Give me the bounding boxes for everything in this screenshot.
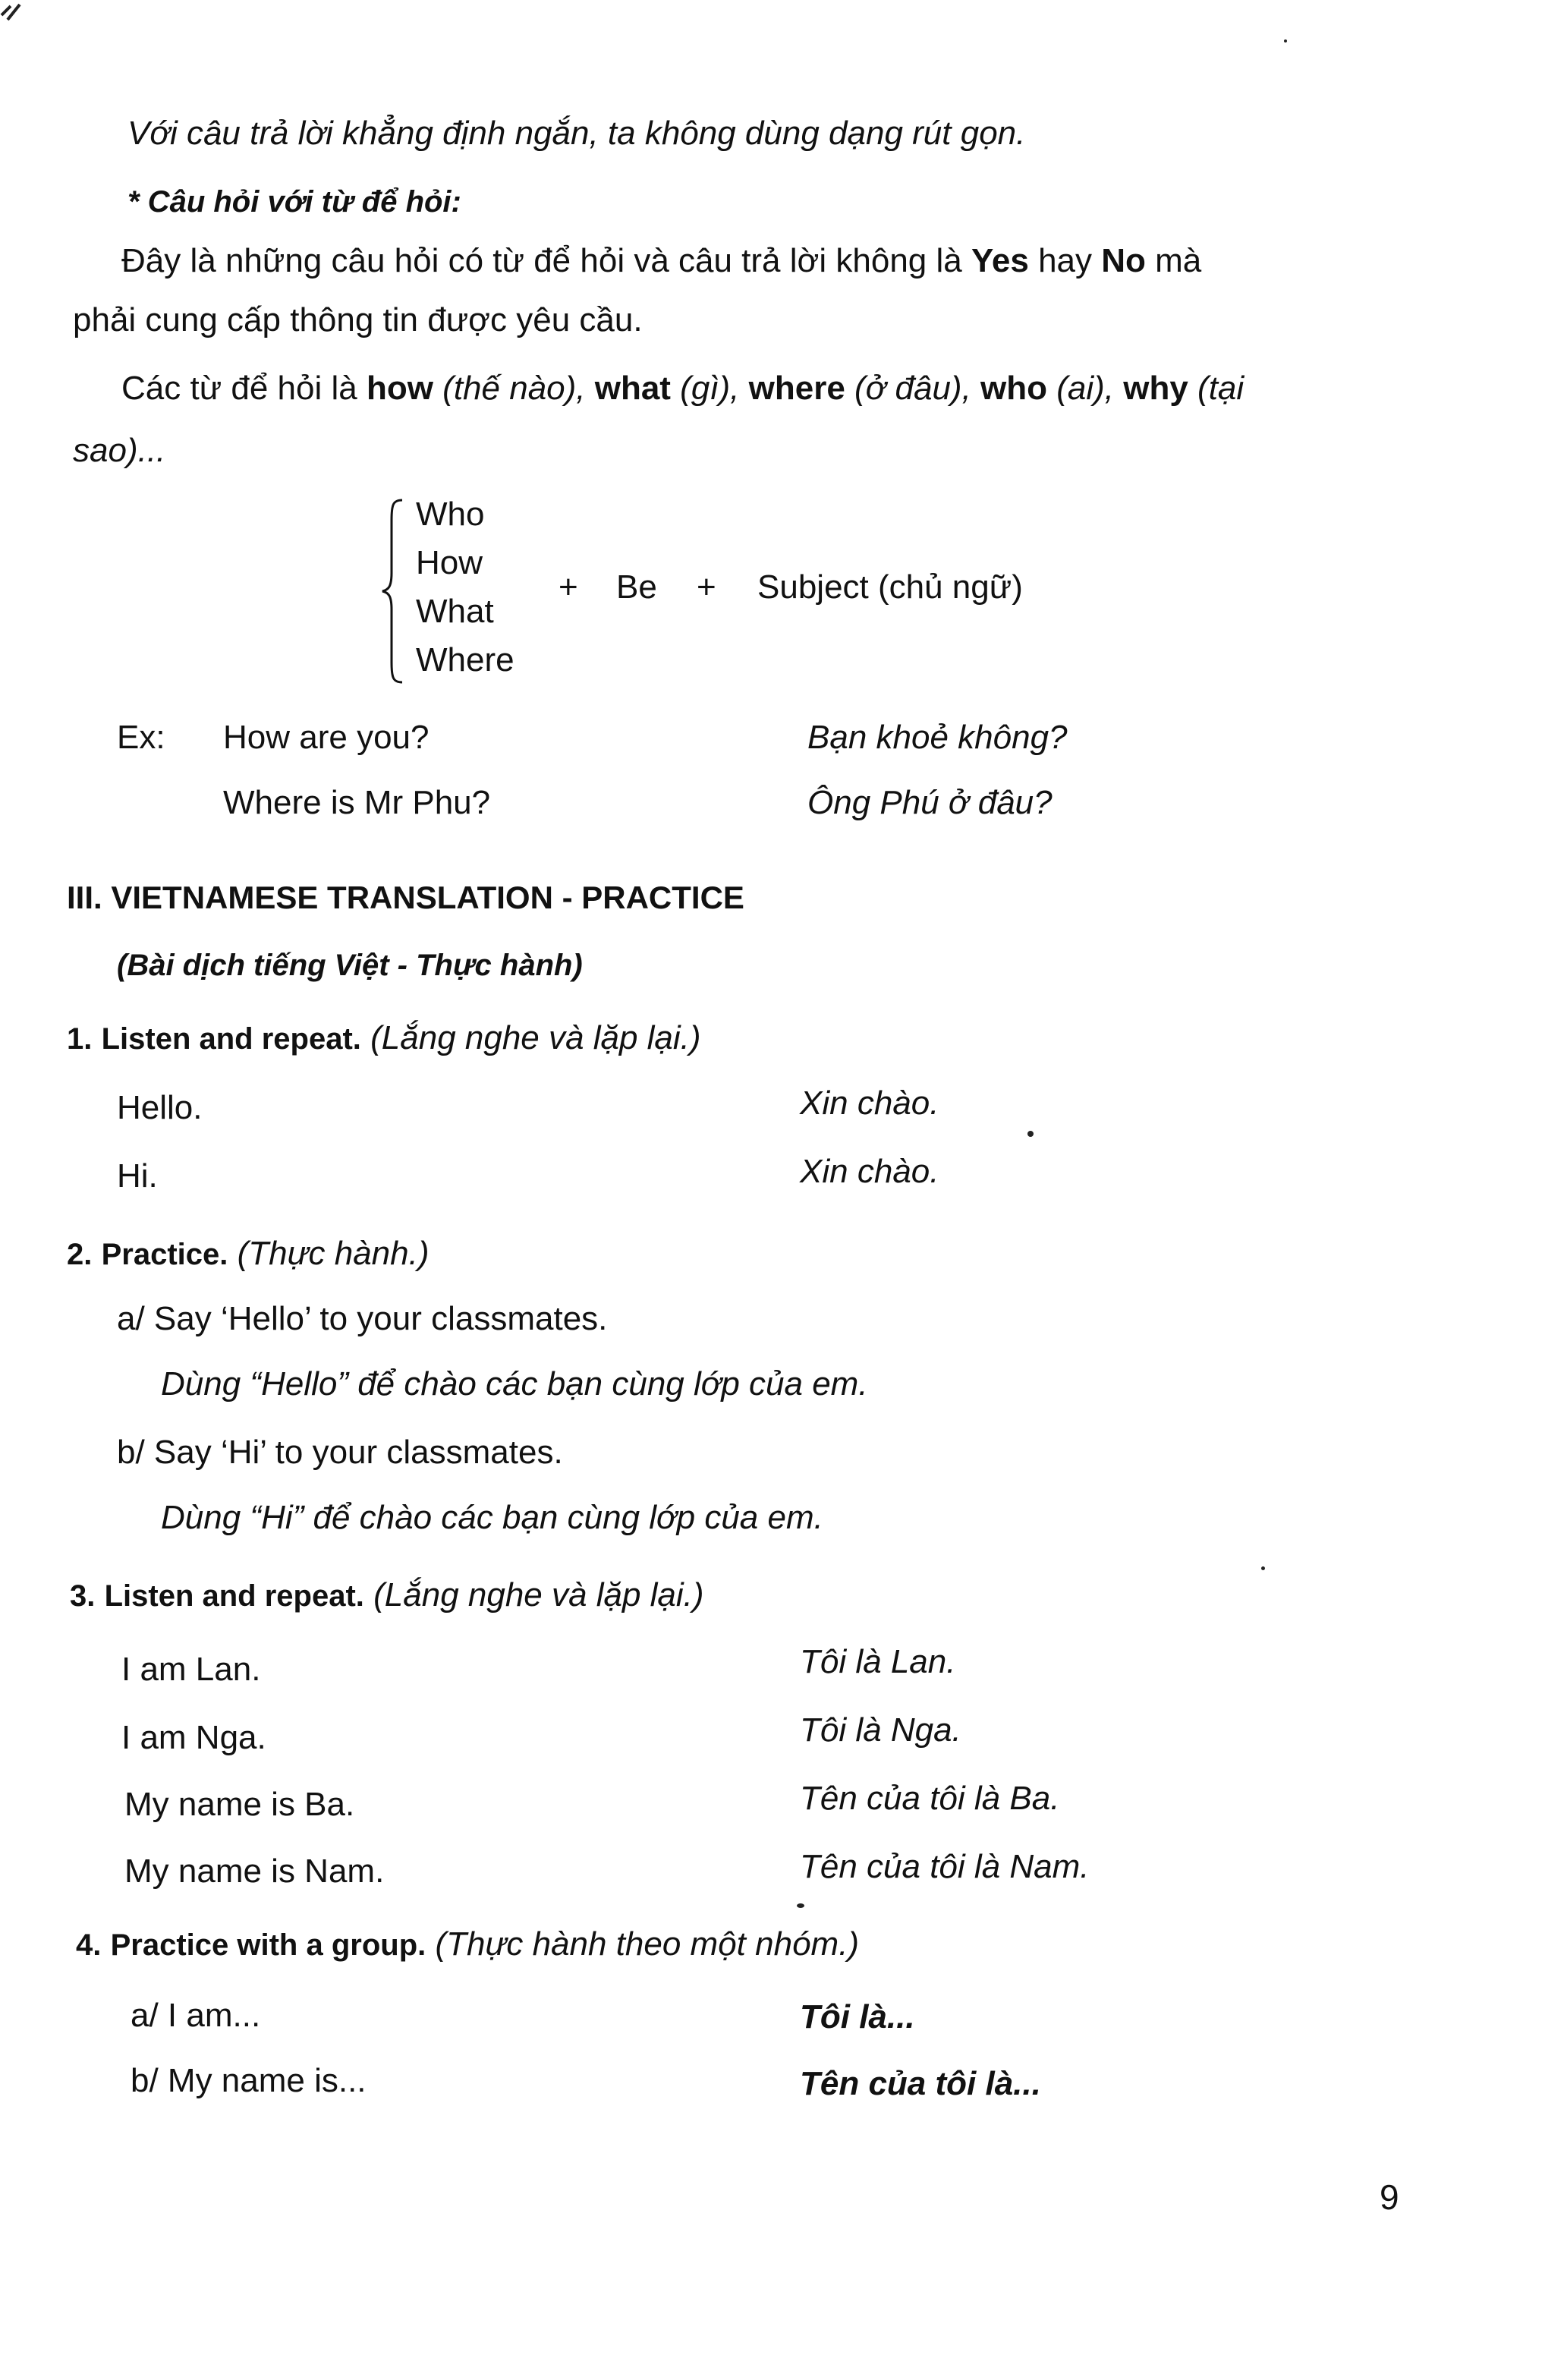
exercise-en: b/ Say ‘Hi’ to your classmates. [117,1434,563,1471]
item-gloss: (Thực hành theo một nhóm.) [426,1925,860,1963]
section-heading: III. VIETNAMESE TRANSLATION - PRACTICE [67,880,744,915]
formula-word: What [416,593,494,630]
phrase-vi: Tôi là... [800,1998,915,2035]
item-number: 4. [76,1928,102,1962]
formula-subject: Subject (chủ ngữ) [757,568,1023,606]
item-gloss: (Lắng nghe và lặp lại.) [363,1576,704,1613]
item-4-title [76,1925,859,1965]
formula-word: How [416,544,483,581]
formula-be: Be [616,568,657,606]
example-vi: Bạn khoẻ không? [807,719,1068,756]
phrase-vi: Tôi là Lan. [800,1643,956,1680]
qword-gloss: (gì), [670,370,749,407]
phrase-en: I am Lan. [121,1651,261,1688]
phrase-vi: Tên của tôi là Nam. [800,1848,1090,1885]
paragraph-2-line-1 [121,369,1244,409]
intro-line: Với câu trả lời khẳng định ngắn, ta không dùng dạng rút gọn. [127,115,1026,152]
item-title: Listen and repeat. [104,1579,364,1613]
paragraph-2-line-2: sao)... [73,432,166,469]
exercise-en: a/ Say ‘Hello’ to your classmates. [117,1300,608,1337]
item-3-title [70,1576,704,1616]
para1-no: No [1101,242,1146,279]
formula-word: Who [416,496,485,533]
item-title: Listen and repeat. [101,1022,361,1056]
para1-yes: Yes [971,242,1029,279]
scan-speck [797,1903,804,1908]
phrase-en: I am Nga. [121,1719,266,1756]
phrase-en-text: b/ My name is... [131,2062,367,2099]
scan-speck [1027,1131,1034,1137]
para2-text: Các từ để hỏi là [121,370,367,407]
phrase-en [131,2061,367,2101]
phrase-en: My name is Ba. [124,1786,355,1823]
curly-brace-icon [379,497,410,687]
item-gloss: (Thực hành.) [228,1235,430,1272]
para1-text: Đây là những câu hỏi có từ để hỏi và câu trả lời không là [121,242,971,279]
phrase-en: a/ I am... [131,1997,261,2034]
corner-mark-icon [0,0,30,30]
qword: where [748,370,845,407]
exercise-vi: Dùng “Hi” để chào các bạn cùng lớp của em. [161,1499,823,1536]
para1-mid: hay [1028,242,1102,279]
example-en: Where is Mr Phu? [223,784,491,821]
phrase-en: Hello. [117,1089,203,1126]
formula-plus: + [559,568,578,606]
phrase-vi: Tên của tôi là Ba. [800,1780,1060,1817]
qword: who [980,370,1048,407]
phrase-vi: Xin chào. [800,1153,939,1190]
paragraph-1-line-2: phải cung cấp thông tin được yêu cầu. [73,301,643,338]
example-vi: Ông Phú ở đâu? [807,784,1053,821]
item-number: 1. [67,1022,93,1056]
item-gloss: (Lắng nghe và lặp lại.) [360,1019,701,1056]
item-number: 2. [67,1238,93,1271]
qword: what [594,370,671,407]
qword-gloss: (ở đâu), [845,370,981,407]
phrase-vi: Tôi là Nga. [800,1711,961,1749]
qword-gloss: (tại [1188,370,1244,407]
item-1-title [67,1018,701,1059]
formula-plus: + [697,568,716,606]
phrase-en: My name is Nam. [124,1853,385,1890]
qword-gloss: (ai), [1047,370,1124,407]
qword: why [1123,370,1188,407]
phrase-vi: Tên của tôi là... [800,2065,1041,2102]
scan-speck [1284,39,1287,42]
example-label: Ex: [117,719,165,756]
phrase-vi: Xin chào. [800,1085,939,1122]
para1-post: mà [1145,242,1202,279]
section-subheading: (Bài dịch tiếng Việt - Thực hành) [117,949,583,982]
item-title: Practice with a group. [110,1928,426,1962]
paragraph-1-line-1 [121,241,1201,282]
item-2-title [67,1234,429,1274]
exercise-vi: Dùng “Hello” để chào các bạn cùng lớp của em. [161,1365,868,1402]
phrase-en: Hi. [117,1157,158,1195]
page-number: 9 [1380,2177,1399,2217]
formula-word: Where [416,641,514,678]
qword: how [366,370,433,407]
item-number: 3. [70,1579,96,1613]
example-en: How are you? [223,719,430,756]
subheading: * Câu hỏi với từ để hỏi: [127,185,461,219]
scan-speck [1261,1566,1265,1570]
item-title: Practice. [101,1238,228,1271]
qword-gloss: (thế nào), [433,370,595,407]
